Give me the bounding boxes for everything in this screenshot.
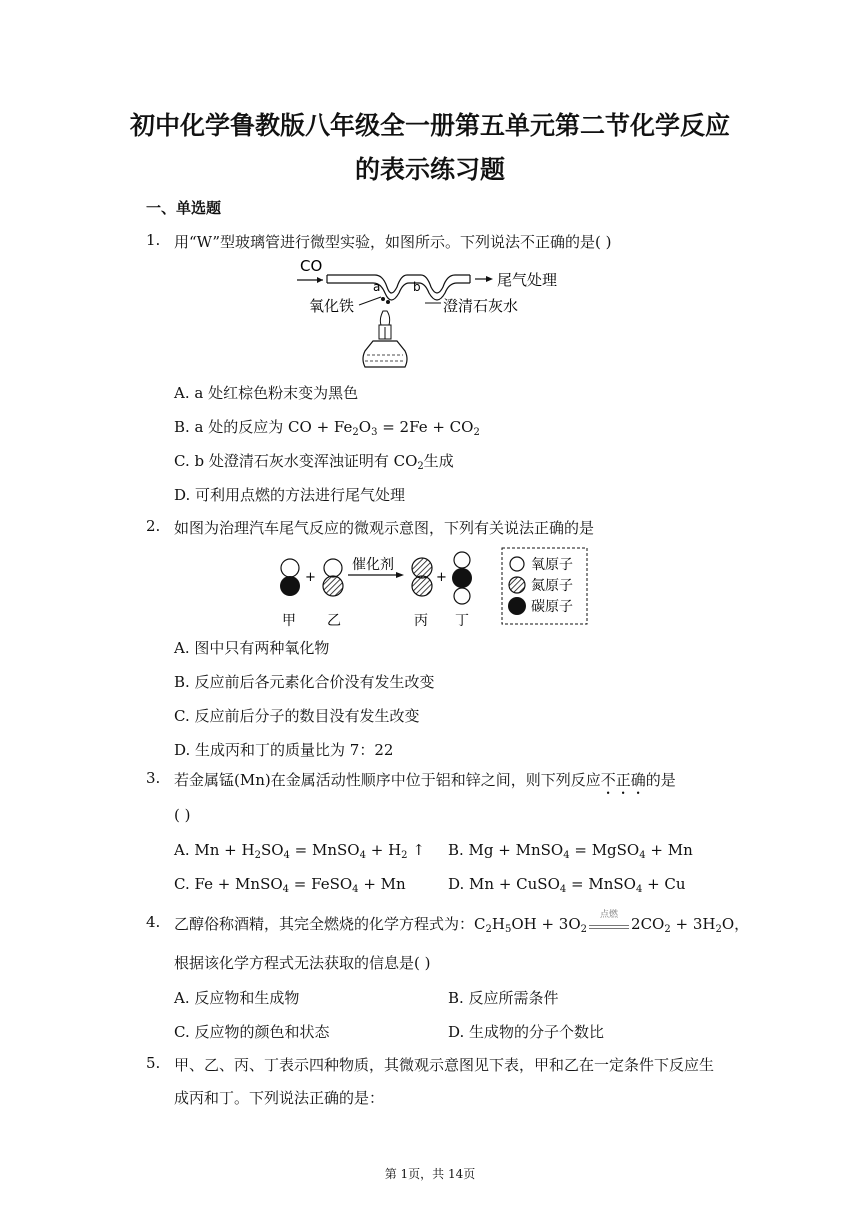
fig1-a-label: a — [373, 280, 381, 294]
q4-number: 4. — [146, 913, 161, 931]
fig2-label-ding: 丁 — [455, 613, 469, 629]
fig2-catalyst-label: 催化剂 — [352, 557, 394, 573]
q3-option-c[interactable]: C. Fe + MnSO$_4$ = FeSO$_4$ + Mn — [174, 875, 406, 895]
q4-condition: 点燃 — [589, 917, 629, 929]
q4-stem: 乙醇俗称酒精，其完全燃烧的化学方程式为：$C_2H_5OH + 3O_2$ 点燃 $2CO_2 + 3H_2O$， — [174, 910, 750, 935]
q5-stem-line1: 甲、乙、丙、丁表示四种物质，其微观示意图见下表，甲和乙在一定条件下反应生 — [174, 1056, 715, 1074]
q1-option-d[interactable]: D. 可利用点燃的方法进行尾气处理 — [174, 486, 406, 504]
fig1-co-label: CO — [300, 257, 323, 275]
q2-option-a[interactable]: A. 图中只有两种氧化物 — [174, 639, 330, 657]
q3-option-a[interactable]: A. $Mn + H_2SO_4$ = MnSO$_4$ + $H_2$ ↑ — [174, 841, 425, 861]
q1-option-a[interactable]: A. a 处红棕色粉末变为黑色 — [174, 384, 359, 402]
q2-figure — [272, 545, 592, 635]
q4-option-c[interactable]: C. 反应物的颜色和状态 — [174, 1023, 330, 1041]
page-title-line2: 的表示练习题 — [354, 155, 505, 184]
q2-option-c[interactable]: C. 反应前后分子的数目没有发生改变 — [174, 707, 420, 725]
page-title-line1: 初中化学鲁教版八年级全一册第五单元第二节化学反应 — [129, 111, 730, 140]
q3-option-b[interactable]: B. Mg + MnSO$_4$ = MgSO$_4$ + Mn — [448, 841, 693, 861]
q4-option-b[interactable]: B. 反应所需条件 — [448, 989, 559, 1007]
q1-stem: 用“W”型玻璃管进行微型实验，如图所示。下列说法不正确的是( ) — [174, 233, 612, 251]
q5-stem-line2: 成丙和丁。下列说法正确的是： — [174, 1089, 385, 1107]
fig1-tail-label: 尾气处理 — [497, 271, 558, 289]
q2-number: 2. — [146, 517, 161, 535]
q3-stem: 若金属锰(Mn)在金属活动性顺序中位于铝和锌之间，则下列反应不正确的是 — [174, 771, 676, 789]
q1-option-c[interactable]: C. b 处澄清石灰水变浑浊证明有 $CO_2$生成 — [174, 452, 454, 472]
q2-option-b[interactable]: B. 反应前后各元素化合价没有发生改变 — [174, 673, 435, 691]
fig1-left-label: 氧化铁 — [309, 297, 355, 315]
q5-number: 5. — [146, 1054, 161, 1072]
q4-option-a[interactable]: A. 反应物和生成物 — [174, 989, 300, 1007]
fig2-key-oxygen: 氧原子 — [531, 557, 573, 573]
fig1-b-label: b — [413, 280, 421, 294]
fig1-right-label: 澄清石灰水 — [443, 297, 519, 315]
fig2-key-nitrogen: 氮原子 — [531, 578, 573, 594]
q1-figure — [295, 255, 570, 375]
q3-number: 3. — [146, 769, 161, 787]
q3-paren: ( ) — [174, 806, 191, 824]
fig2-label-yi: 乙 — [327, 613, 341, 629]
q2-option-d[interactable]: D. 生成丙和丁的质量比为 7：22 — [174, 741, 394, 759]
q2-stem: 如图为治理汽车尾气反应的微观示意图，下列有关说法正确的是 — [174, 519, 595, 537]
section-heading: 一、单选题 — [146, 199, 222, 217]
page-footer: 第 1页，共 14页 — [384, 1167, 476, 1181]
fig2-plus-1: + — [305, 570, 316, 585]
fig2-key-carbon: 碳原子 — [531, 599, 573, 615]
q3-option-d[interactable]: D. Mn + CuSO$_4$ = MnSO$_4$ + Cu — [448, 875, 686, 895]
fig2-label-jia: 甲 — [282, 613, 296, 629]
q4-option-d[interactable]: D. 生成物的分子个数比 — [448, 1023, 605, 1041]
q3-emphasis: 不正确 — [600, 771, 646, 789]
fig2-label-bing: 丙 — [414, 613, 428, 629]
q4-stem-line2: 根据该化学方程式无法获取的信息是( ) — [174, 954, 431, 972]
q1-option-b[interactable]: B. a 处的反应为 CO + $Fe_2O_3 = 2Fe + CO_2$ — [174, 418, 480, 438]
fig2-plus-2: + — [436, 570, 447, 585]
q1-number: 1. — [146, 231, 161, 249]
